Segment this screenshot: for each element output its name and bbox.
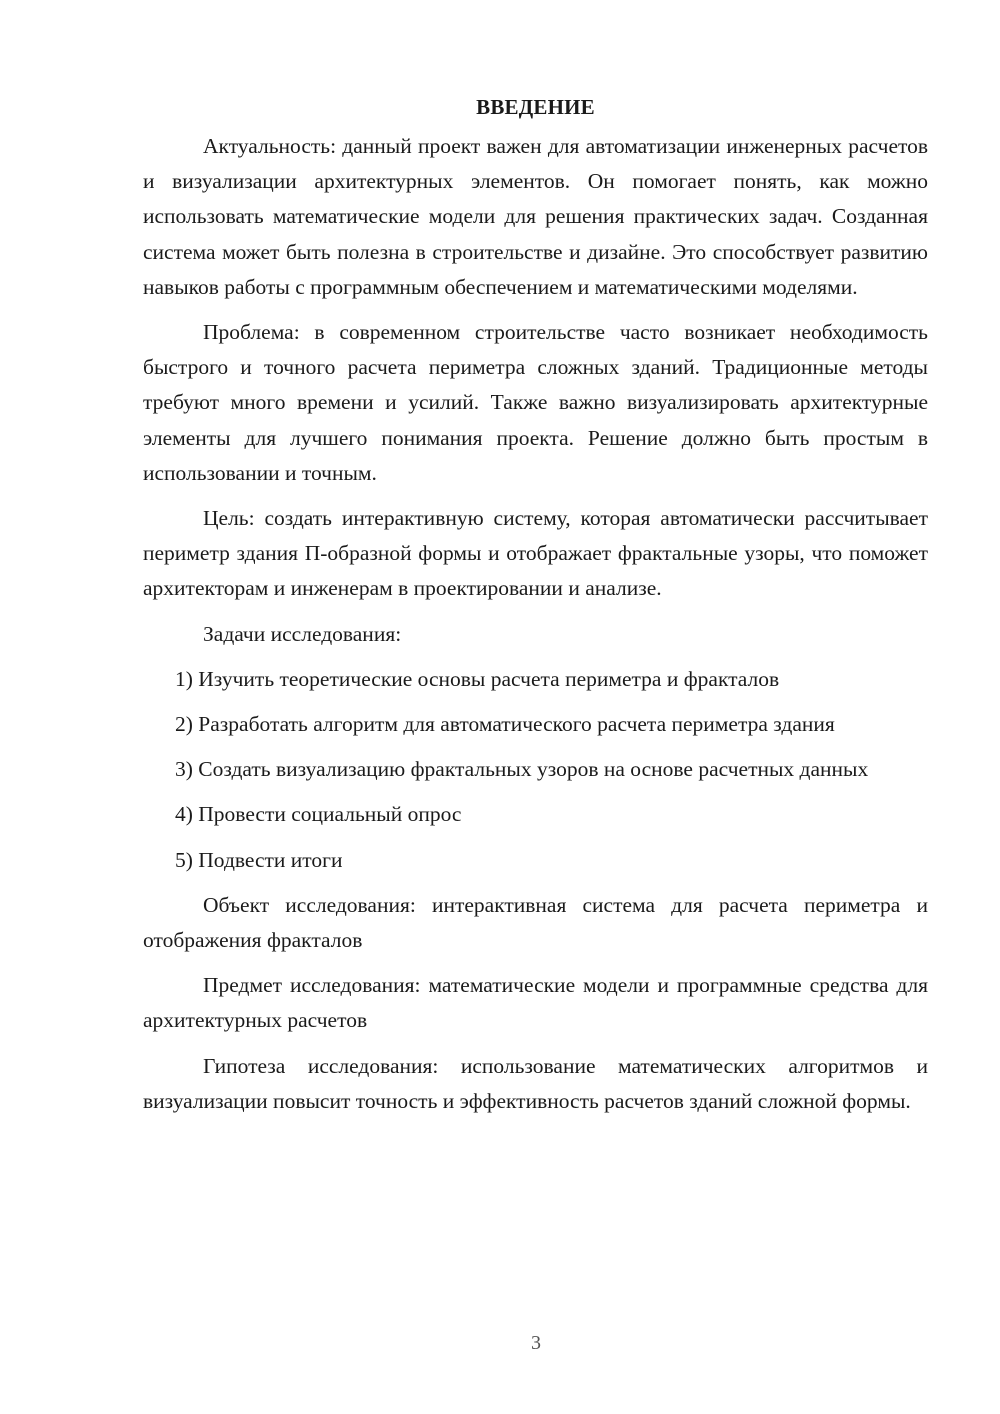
paragraph-object: Объект исследования: интерактивная система для расчета периметра и отображения фракталов (143, 892, 928, 953)
paragraph-tasks-heading: Задачи исследования: (203, 621, 402, 646)
task-item-2: 2) Разработать алгоритм для автоматического расчета периметра здания (175, 712, 835, 737)
paragraph-problem: Проблема: в современном строительстве часто возникает необходимость быстрого и точного расчета периметра сложных зданий. Традиционные методы требуют много времени и усилий. Также важно визуализировать архитектурные элементы для лучшего понимания проекта. Решение должно быть простым в использовании и точным. (143, 320, 928, 485)
task-item-1: 1) Изучить теоретические основы расчета периметра и фракталов (175, 666, 780, 691)
document-page (143, 90, 928, 1129)
task-item-5: 5) Подвести итоги (175, 847, 343, 872)
task-item-4: 4) Провести социальный опрос (175, 802, 462, 827)
page-title: ВВЕДЕНИЕ (476, 95, 595, 119)
paragraph-relevance: Актуальность: данный проект важен для автоматизации инженерных расчетов и визуализации архитектурных элементов. Он помогает понять, как можно использовать математические модели для решения практических задач. Созданная система может быть полезна в строительстве и дизайне. Это способствует развитию навыков работы с программным обеспечением и математическими моделями. (143, 134, 928, 299)
paragraph-hypothesis: Гипотеза исследования: использование математических алгоритмов и визуализации повысит точность и эффективность расчетов зданий сложной формы. (143, 1053, 928, 1113)
paragraph-goal: Цель: создать интерактивную систему, которая автоматически рассчитывает периметр здания П-образной формы и отображает фрактальные узоры, что поможет архитекторам и инженерам в проектировании и анализе. (143, 506, 928, 601)
task-item-3: 3) Создать визуализацию фрактальных узоров на основе расчетных данных (175, 757, 869, 782)
paragraph-subject: Предмет исследования: математические модели и программные средства для архитектурных расчетов (143, 973, 928, 1033)
page-number: 3 (531, 1332, 541, 1354)
